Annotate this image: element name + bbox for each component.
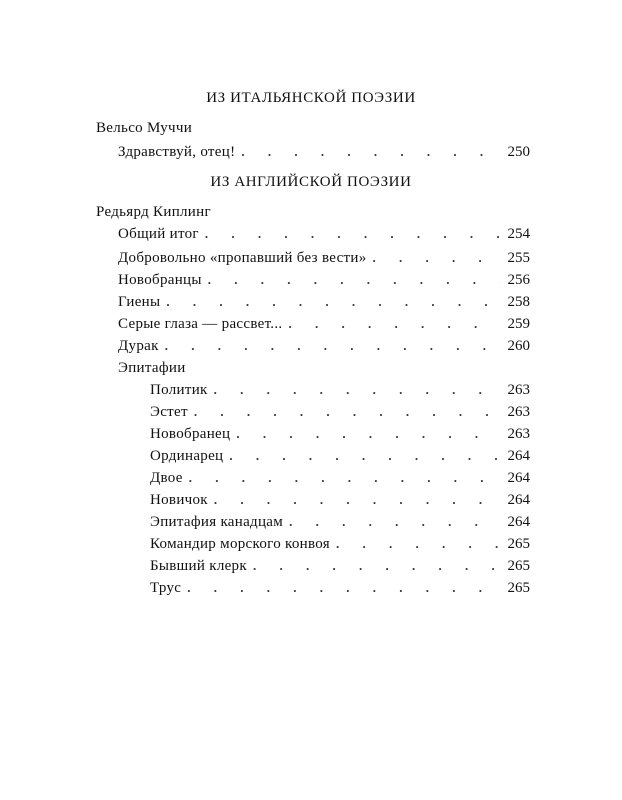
entry-title: Эпитафия канадцам xyxy=(150,514,284,530)
toc-entry[interactable] xyxy=(118,144,530,164)
entry-title: Гиены xyxy=(118,294,161,310)
entry-title: Командир морского конвоя xyxy=(150,536,331,552)
toc-entry[interactable] xyxy=(118,338,530,358)
entry-page-number: 256 xyxy=(507,272,530,288)
entry-page-number: 264 xyxy=(507,448,530,464)
dot-leader xyxy=(289,514,500,530)
entry-page-number: 255 xyxy=(507,250,530,266)
toc-entry[interactable] xyxy=(118,316,530,336)
entry-title: Ординарец xyxy=(150,448,224,464)
dot-leader xyxy=(214,382,500,398)
entry-title: Эстет xyxy=(150,404,188,420)
dot-leader xyxy=(194,404,500,420)
dot-leader xyxy=(229,448,500,464)
entry-title: Здравствуй, отец! xyxy=(118,144,236,160)
author-name: Редьярд Киплинг xyxy=(96,204,211,220)
entry-page-number: 265 xyxy=(507,580,530,596)
entry-page-number: 265 xyxy=(507,536,530,552)
entry-title: Трус xyxy=(150,580,182,596)
toc-entry[interactable] xyxy=(150,580,530,600)
entry-title: Новичок xyxy=(150,492,208,508)
dot-leader xyxy=(205,226,500,242)
entry-page-number: 263 xyxy=(507,404,530,420)
entry-title: Новобранцы xyxy=(118,272,202,288)
entry-page-number: 250 xyxy=(507,144,530,160)
toc-entry[interactable] xyxy=(118,226,530,246)
entry-page-number: 260 xyxy=(507,338,530,354)
section-heading-english: ИЗ АНГЛИЙСКОЙ ПОЭЗИИ xyxy=(210,174,412,190)
toc-entry[interactable] xyxy=(150,470,530,490)
dot-leader xyxy=(214,492,500,508)
dot-leader xyxy=(208,272,500,288)
entry-page-number: 259 xyxy=(507,316,530,332)
entry-page-number: 264 xyxy=(507,470,530,486)
toc-entry[interactable] xyxy=(118,294,530,314)
toc-entry[interactable] xyxy=(150,448,530,468)
dot-leader xyxy=(166,294,500,310)
toc-entry[interactable] xyxy=(150,536,530,556)
dot-leader xyxy=(165,338,500,354)
toc-entry[interactable] xyxy=(150,382,530,402)
dot-leader xyxy=(253,558,500,574)
dot-leader xyxy=(288,316,500,332)
entry-page-number: 264 xyxy=(507,492,530,508)
author-name: Вельсо Муччи xyxy=(96,120,193,136)
entry-title: Дурак xyxy=(118,338,159,354)
entry-page-number: 258 xyxy=(507,294,530,310)
subsection-label: Эпитафии xyxy=(118,360,186,376)
toc-entry[interactable] xyxy=(150,514,530,534)
dot-leader xyxy=(241,144,500,160)
dot-leader xyxy=(187,580,500,596)
dot-leader xyxy=(373,250,500,266)
entry-title: Двое xyxy=(150,470,183,486)
section-heading-italian: ИЗ ИТАЛЬЯНСКОЙ ПОЭЗИИ xyxy=(206,90,416,106)
toc-entry[interactable] xyxy=(150,558,530,578)
entry-title: Общий итог xyxy=(118,226,199,242)
dot-leader xyxy=(189,470,500,486)
entry-page-number: 263 xyxy=(507,426,530,442)
entry-title: Политик xyxy=(150,382,208,398)
dot-leader xyxy=(236,426,500,442)
dot-leader xyxy=(336,536,500,552)
toc-entry[interactable] xyxy=(118,272,530,292)
entry-title: Добровольно «пропавший без вести» xyxy=(118,250,367,266)
toc-entry[interactable] xyxy=(118,250,530,270)
toc-entry[interactable] xyxy=(150,492,530,512)
entry-page-number: 265 xyxy=(507,558,530,574)
entry-page-number: 263 xyxy=(507,382,530,398)
toc-entry[interactable] xyxy=(150,426,530,446)
entry-title: Бывший клерк xyxy=(150,558,247,574)
entry-title: Серые глаза — рассвет... xyxy=(118,316,283,332)
toc-entry[interactable] xyxy=(150,404,530,424)
entry-page-number: 254 xyxy=(507,226,530,242)
entry-title: Новобранец xyxy=(150,426,231,442)
entry-page-number: 264 xyxy=(507,514,530,530)
